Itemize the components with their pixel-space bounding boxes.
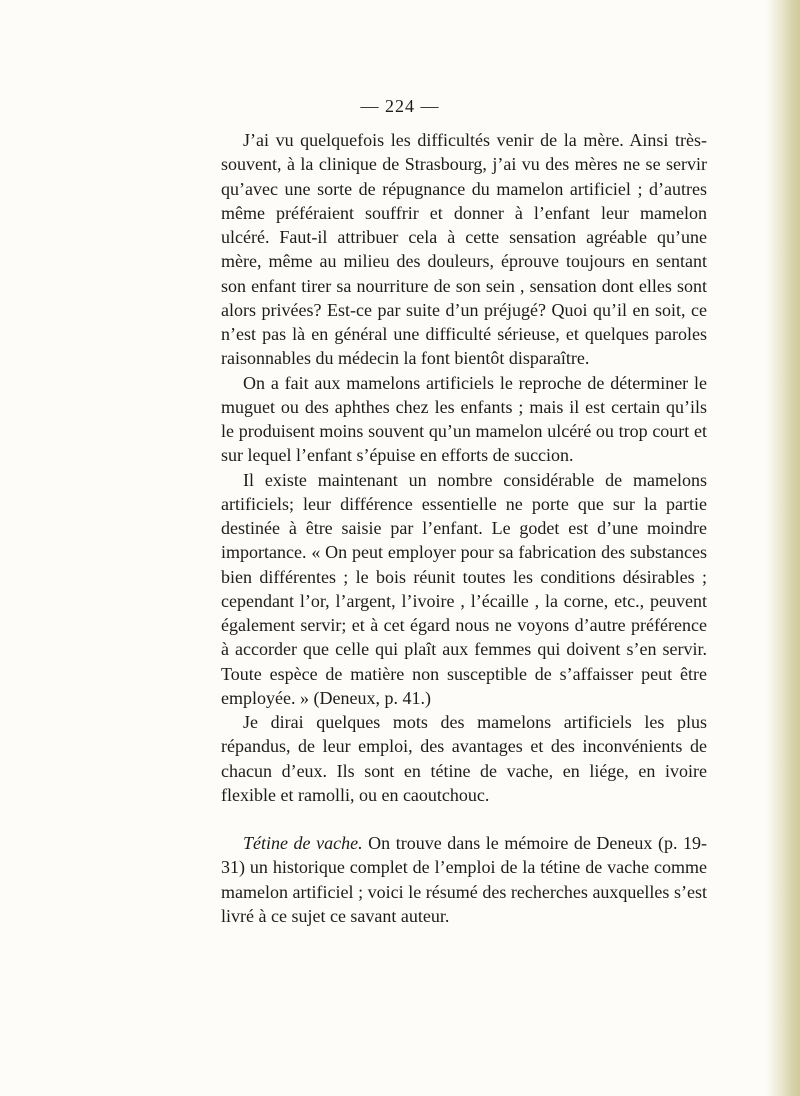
paragraph-5 [221, 831, 707, 928]
paragraph-4: Je dirai quelques mots des mamelons artificiels les plus répandus, de leur emploi, des avantages et des inconvénients de chacun d’eux. Ils sont en tétine de vache, en liége, en ivoire flexible et ramolli, ou en caoutchouc. [221, 712, 707, 805]
paragraph-3: Il existe maintenant un nombre considérable de mamelons artificiels; leur différence essentielle ne porte que sur la partie destinée à être saisie par l’enfant. Le godet est d’une moindre importance. « On peut employer pour sa fabrication des substances bien différentes ; le bois réunit toutes les conditions désirables ; cependant l’or, l’argent, l’ivoire , l’écaille , la corne, etc., peuvent également servir; et à cet égard nous ne voyons d’autre préférence à accorder que celle qui plaît aux femmes qui doivent s’en servir. Toute espèce de matière non susceptible de s’affaisser peut être employée. » (Deneux, p. 41.) [221, 469, 707, 708]
body-text [221, 128, 707, 928]
paragraph-5-text: On trouve dans le mémoire de Deneux (p. 19-31) un historique complet de l’emploi de la tétine de vache comme mamelon artificiel ; voici le résumé des recherches auxquelles s’est livré à ce sujet ce savant auteur. [221, 833, 708, 926]
paragraph-2: On a fait aux mamelons artificiels le reproche de déterminer le muguet ou des aphthes chez les enfants ; mais il est certain qu’ils le produisent moins souvent qu’un mamelon ulcéré ou trop court et sur lequel l’enfant s’épuise en efforts de succion. [221, 372, 707, 466]
page-edge-shadow [766, 0, 800, 1096]
section-lead: Tétine de vache. [243, 833, 363, 853]
paragraph-1: J’ai vu quelquefois les difficultés venir de la mère. Ainsi très-souvent, à la clinique de Strasbourg, j’ai vu des mères ne se servir qu’avec une sorte de répugnance du mamelon artificiel ; d’autres même préféraient souffrir et donner à l’enfant leur mamelon ulcéré. Faut-il attribuer cela à cette sensation agréable qu’une mère, même au milieu des douleurs, éprouve toujours en sentant son enfant tirer sa nourriture de son sein , sensation dont elles sont alors privées? Est-ce par suite d’un préjugé? Quoi qu’il en soit, ce n’est pas là en général une difficulté sérieuse, et quelques paroles raisonnables du médecin la font bientôt disparaître. [221, 130, 707, 369]
page-number: — 224 — [360, 96, 440, 116]
